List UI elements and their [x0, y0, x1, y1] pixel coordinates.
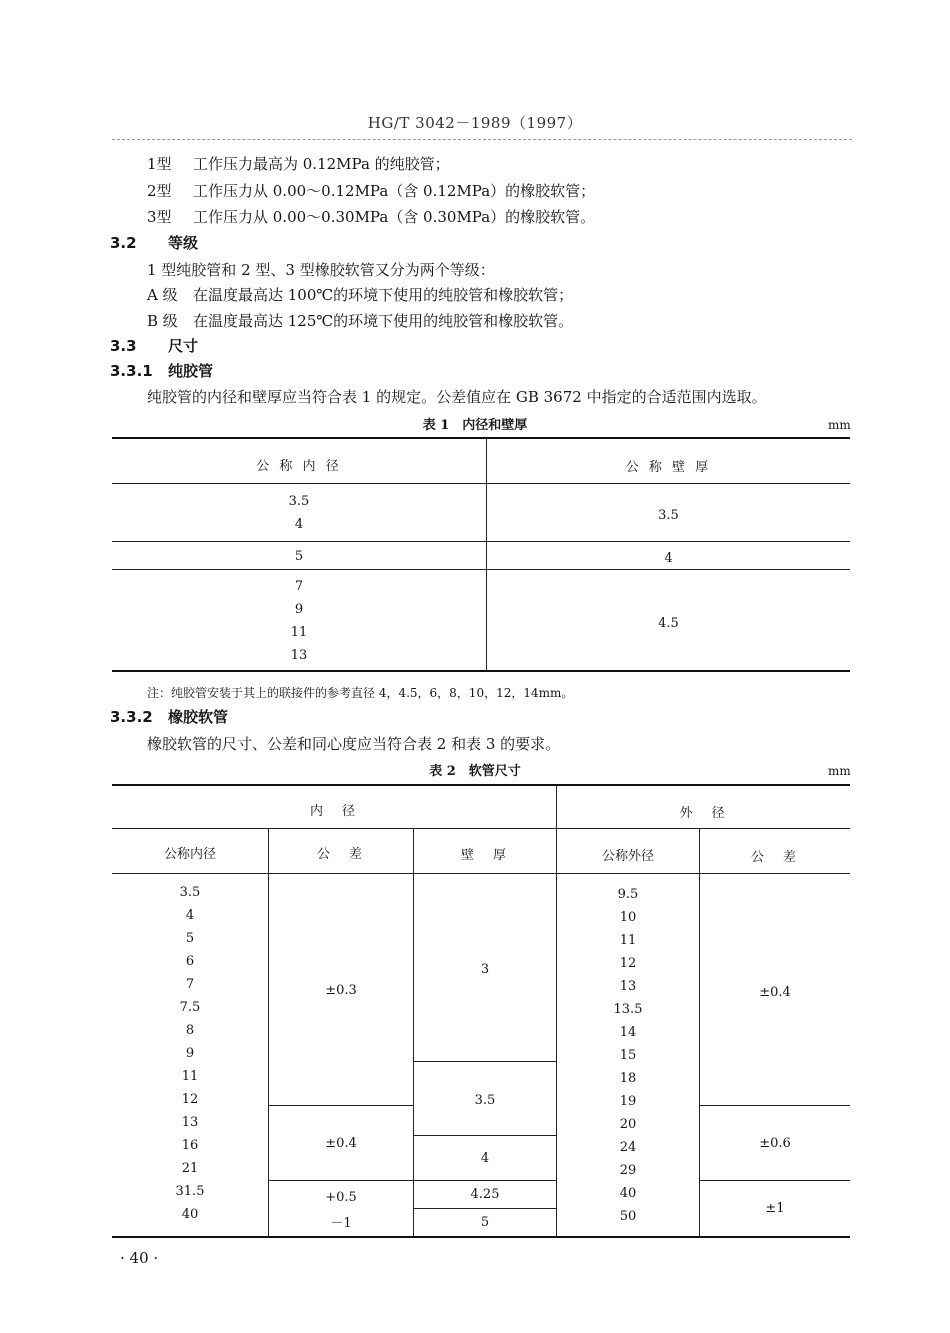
type-1-line: [147, 153, 450, 174]
table-cell: 12: [619, 956, 637, 971]
table-row-rule: [269, 1105, 413, 1106]
table2-header-wall: 壁 厚: [460, 848, 509, 863]
table2-wall-2: 3.5: [474, 1093, 496, 1108]
paragraph-3-3-2: 橡胶软管的尺寸、公差和同心度应当符合表 2 和表 3 的要求。: [147, 735, 561, 753]
grade-b-line: [147, 310, 573, 331]
table2-col-divider: [413, 829, 414, 1237]
table-cell: 11: [181, 1069, 199, 1084]
page-number: · 40 ·: [120, 1249, 159, 1267]
table-row-rule: [112, 541, 850, 542]
table2-group-header-inner: 内 径: [309, 804, 358, 819]
section-title: 橡胶软管: [168, 708, 229, 726]
section-number: 3.2: [110, 234, 137, 252]
table-cell: 50: [619, 1209, 637, 1224]
section-3-3-1-heading: [110, 360, 213, 381]
table1-caption: 表 1 内径和壁厚: [422, 418, 528, 433]
table-cell: 4: [294, 517, 304, 532]
table-row-rule: [414, 1180, 556, 1181]
table2-header-outer-diameter: 公称外径: [601, 849, 654, 864]
table2-group-header-outer: 外 径: [679, 806, 728, 821]
table1-note: 注：纯胶管安装于其上的联接件的参考直径 4，4.5，6，8，10，12，14mm。: [147, 686, 574, 700]
table-cell: 3.5: [288, 494, 310, 509]
page-header: HG/T 3042－1989（1997）: [367, 114, 583, 132]
table-cell: 13: [290, 648, 308, 663]
table-cell: 12: [181, 1092, 199, 1107]
section-3-3-2-heading: [110, 706, 228, 727]
table-cell: 24: [619, 1140, 637, 1155]
section-3-3-heading: [110, 335, 198, 356]
table1-header-thickness: 公 称 壁 厚: [625, 460, 712, 475]
table2-inner-tolerance-1: ±0.3: [325, 983, 357, 998]
table2-outer-diameters: [557, 883, 699, 1228]
table1-group-2-diameter: 5: [294, 549, 304, 564]
section-3-2-heading: [110, 232, 198, 253]
table2-header-outer-tolerance: 公 差: [750, 850, 799, 865]
grade-a-line: [147, 284, 573, 305]
table-cell: 15: [619, 1048, 637, 1063]
table-row-rule: [700, 1105, 850, 1106]
type-2-label: 2型: [147, 182, 172, 200]
table2-top-rule: [112, 784, 850, 786]
section-number: 3.3: [110, 337, 137, 355]
table-cell: 40: [619, 1186, 637, 1201]
table-cell: 31.5: [175, 1184, 205, 1199]
table1-group-2-thickness: 4: [664, 551, 673, 566]
grade-a-text: 在温度最高达 100℃的环境下使用的纯胶管和橡胶软管；: [193, 286, 574, 304]
table-row-rule: [414, 1135, 556, 1136]
table-cell: 10: [619, 910, 637, 925]
table-row-rule: [700, 1180, 850, 1181]
table-row-rule: [112, 569, 850, 570]
table2-outer-tolerance-2: ±0.6: [759, 1136, 791, 1151]
table2-group-header-rule: [112, 828, 850, 829]
table1-group-1-diameters: [112, 490, 486, 536]
table-cell: 11: [619, 933, 637, 948]
table-row-rule: [414, 1208, 556, 1209]
table-cell: 21: [181, 1161, 199, 1176]
section-title: 尺寸: [168, 337, 199, 355]
table-cell: 6: [185, 954, 195, 969]
table-cell: 9: [185, 1046, 195, 1061]
table-row-rule: [414, 1061, 556, 1062]
table2-header-rule: [112, 873, 850, 874]
table-cell: 13: [181, 1115, 199, 1130]
table-cell: 18: [619, 1071, 637, 1086]
table1-header-diameter: 公 称 内 径: [256, 459, 342, 474]
table-cell: 13.5: [613, 1002, 643, 1017]
table-cell: 8: [185, 1023, 195, 1038]
table-cell: 20: [619, 1117, 637, 1132]
table2-wall-3: 4: [480, 1151, 490, 1166]
table1-header-rule: [112, 483, 850, 484]
table-cell: 5: [185, 931, 195, 946]
table2-inner-tolerance-4: －1: [330, 1216, 352, 1231]
table2-col-divider: [268, 829, 269, 1237]
table-cell: 13: [619, 979, 637, 994]
table1-group-1-thickness: 3.5: [658, 508, 679, 523]
table1-bottom-rule: [112, 670, 850, 672]
table1-unit: mm: [828, 418, 851, 432]
grade-intro: 1 型纯胶管和 2 型、3 型橡胶软管又分为两个等级：: [147, 261, 495, 279]
table2-inner-diameters: [112, 881, 268, 1226]
header-rule: [112, 139, 852, 140]
table-cell: 4: [185, 908, 195, 923]
table-cell: 7: [185, 977, 195, 992]
table2-inner-tolerance-2: ±0.4: [325, 1136, 357, 1151]
table2-col-divider: [699, 829, 700, 1237]
table-cell: 14: [619, 1025, 637, 1040]
type-2-line: [147, 180, 595, 201]
section-number: 3.3.1: [110, 362, 153, 380]
type-3-text: 工作压力从 0.00～0.30MPa（含 0.30MPa）的橡胶软管。: [193, 208, 596, 226]
grade-b-label: B 级: [147, 312, 178, 330]
table2-caption: 表 2 软管尺寸: [429, 764, 521, 779]
table-cell: 3.5: [179, 885, 201, 900]
type-1-text: 工作压力最高为 0.12MPa 的纯胶管；: [193, 155, 450, 173]
section-title: 纯胶管: [168, 362, 214, 380]
table-cell: 19: [619, 1094, 637, 1109]
table2-outer-tolerance-1: ±0.4: [759, 985, 791, 1000]
table-cell: 16: [181, 1138, 199, 1153]
table-cell: 7.5: [179, 1000, 201, 1015]
grade-a-label: A 级: [147, 286, 178, 304]
table2-header-inner-diameter: 公称内径: [163, 847, 216, 862]
table-row-rule: [269, 1180, 413, 1181]
type-3-label: 3型: [147, 208, 172, 226]
table-cell: 40: [181, 1207, 199, 1222]
table2-outer-tolerance-3: ±1: [765, 1201, 785, 1216]
table2-unit: mm: [828, 764, 851, 778]
table2-header-inner-tolerance: 公 差: [316, 847, 365, 862]
section-number: 3.3.2: [110, 708, 153, 726]
table2-wall-4: 4.25: [470, 1187, 500, 1202]
type-1-label: 1型: [147, 155, 172, 173]
table-cell: 7: [294, 579, 304, 594]
table2-inner-tolerance-3: +0.5: [325, 1190, 357, 1205]
table2-wall-1: 3: [480, 962, 490, 977]
section-title: 等级: [168, 234, 199, 252]
grade-b-text: 在温度最高达 125℃的环境下使用的纯胶管和橡胶软管。: [193, 312, 574, 330]
type-3-line: [147, 206, 595, 227]
table2-wall-5: 5: [480, 1215, 490, 1230]
table1-top-rule: [112, 437, 850, 439]
table1-group-3-diameters: [112, 575, 486, 667]
table-cell: 9: [294, 602, 304, 617]
table-cell: 29: [619, 1163, 637, 1178]
table2-bottom-rule: [112, 1236, 850, 1238]
table-cell: 11: [290, 625, 308, 640]
type-2-text: 工作压力从 0.00～0.12MPa（含 0.12MPa）的橡胶软管；: [193, 182, 596, 200]
paragraph-3-3-1: 纯胶管的内径和壁厚应当符合表 1 的规定。公差值应在 GB 3672 中指定的合适范围内选取。: [147, 388, 767, 406]
table1-group-3-thickness: 4.5: [658, 616, 679, 631]
table-cell: 9.5: [617, 887, 639, 902]
